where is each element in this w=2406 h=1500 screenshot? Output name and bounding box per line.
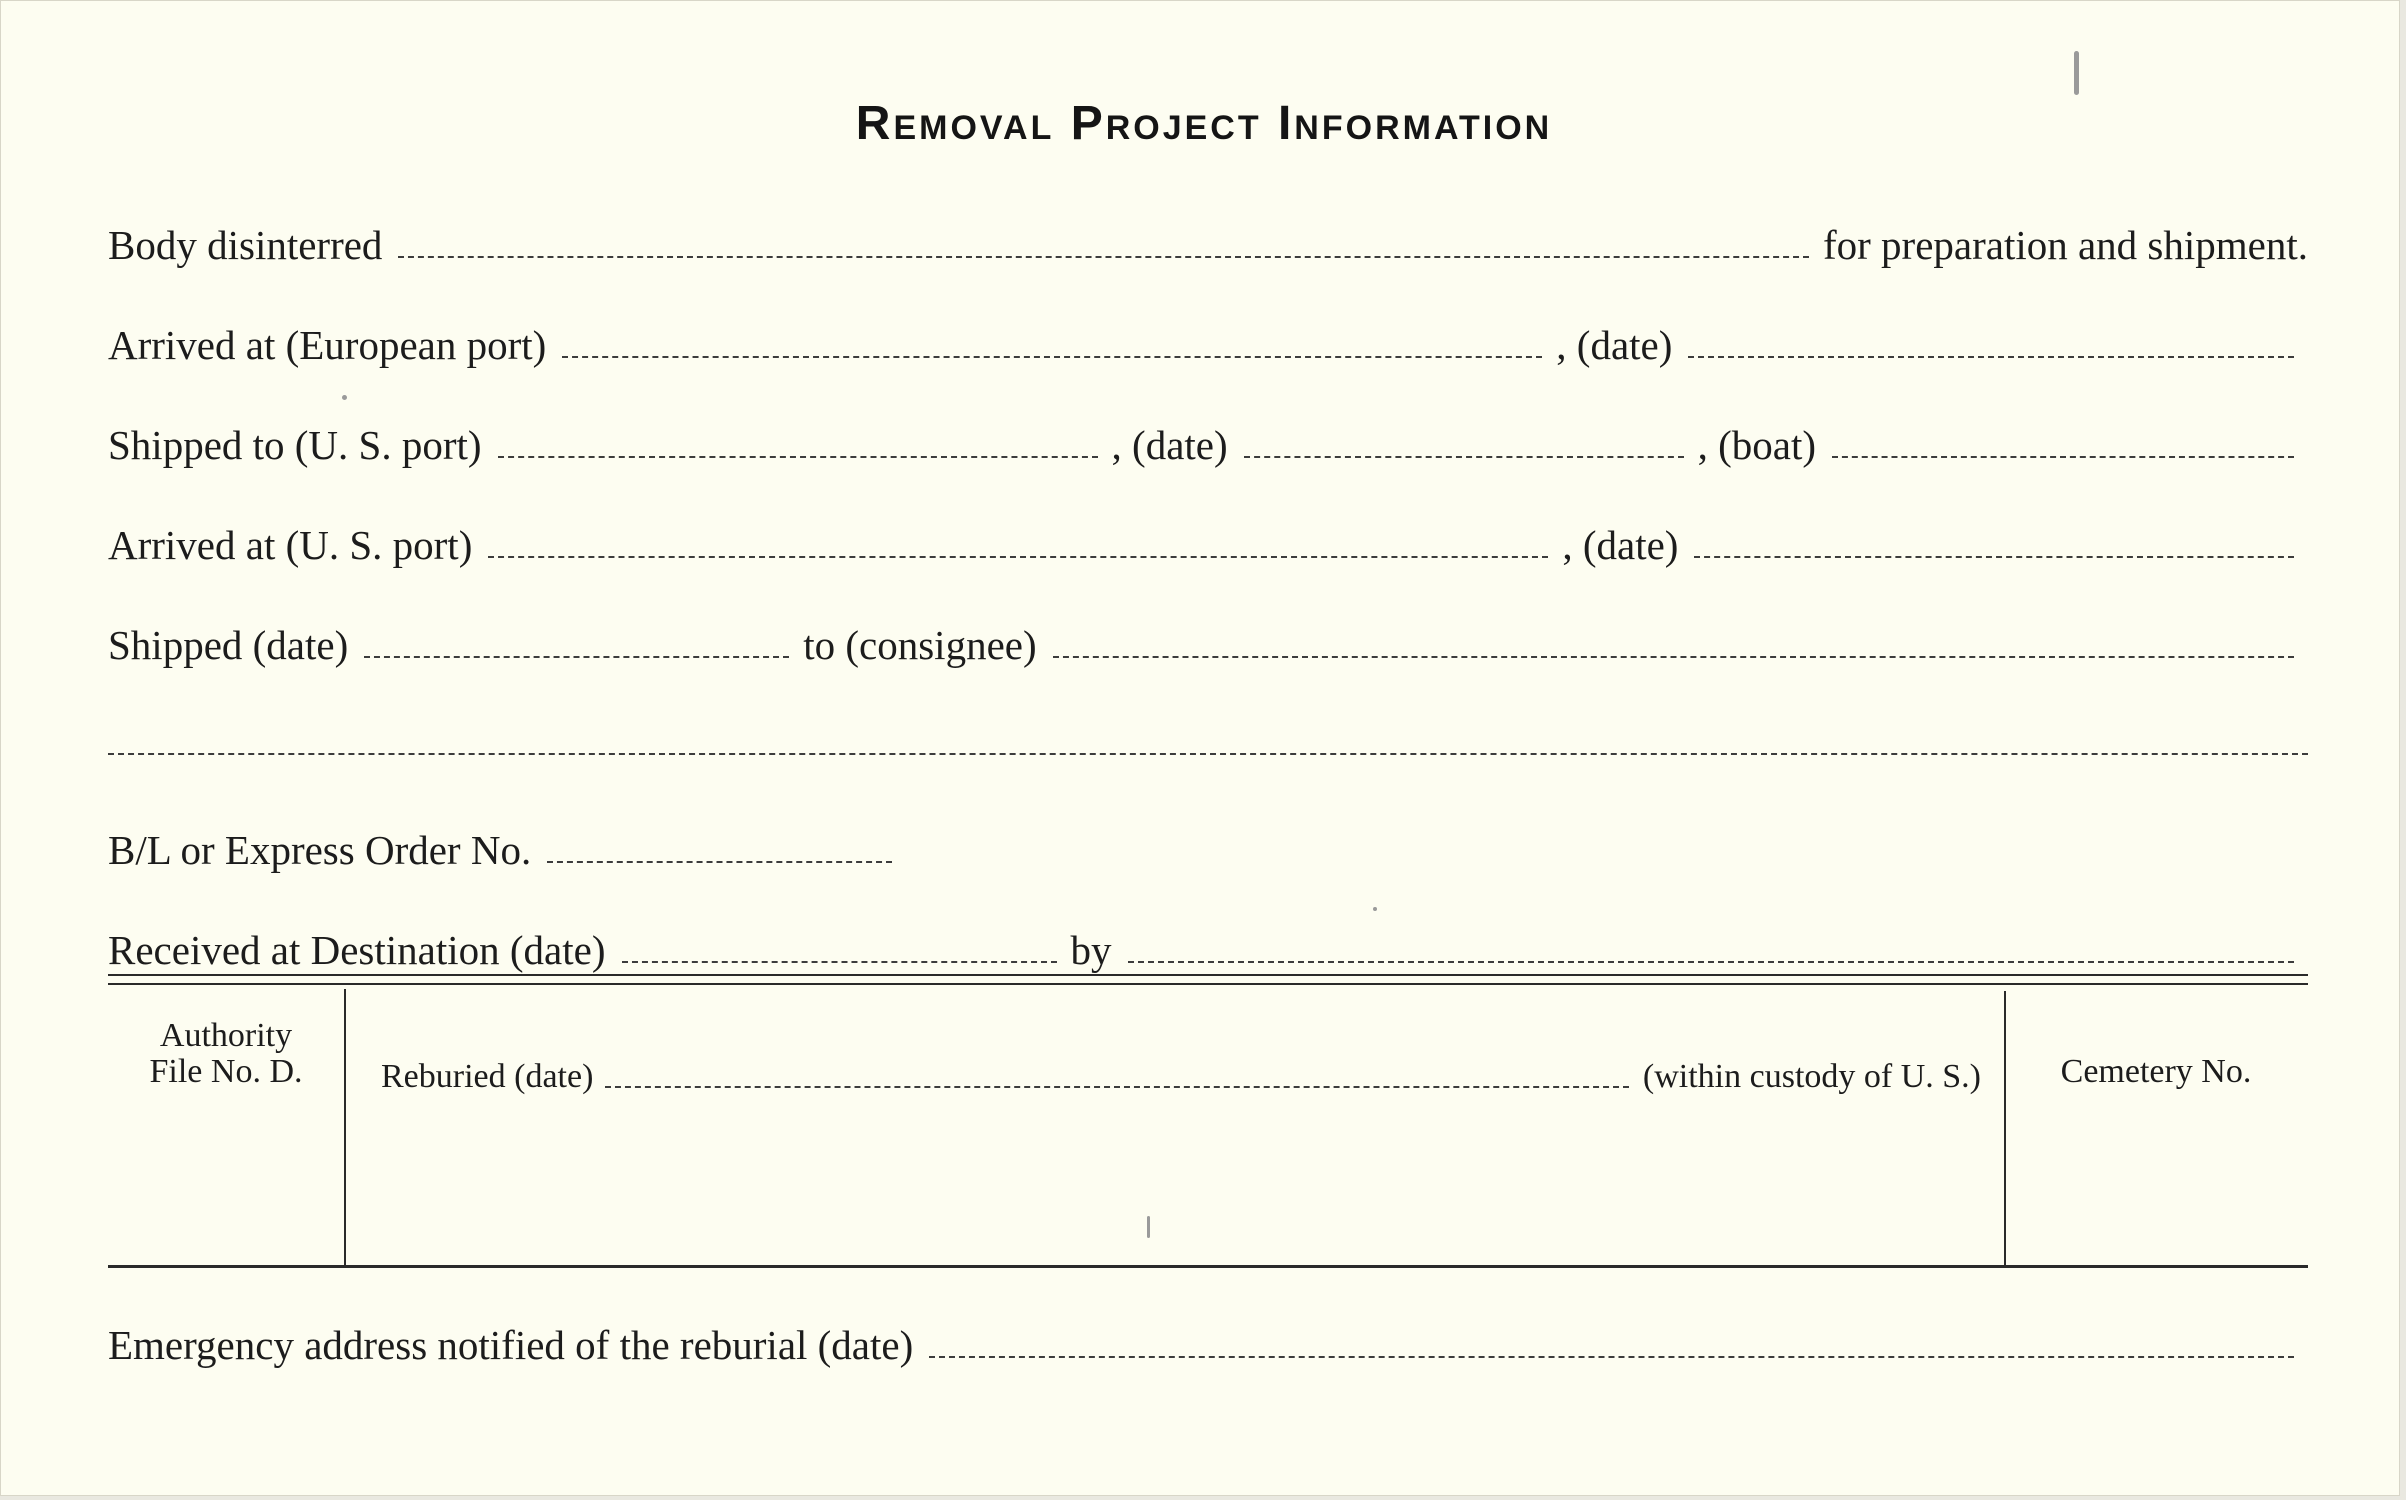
custody-label: (within custody of U. S.) xyxy=(1642,1058,1981,1095)
arrived-us-port-field[interactable] xyxy=(488,556,1548,558)
row-shipped-us xyxy=(108,406,2308,466)
paper-speck xyxy=(1147,1216,1150,1238)
emergency-label: Emergency address notified of the reburial (date) xyxy=(108,1322,914,1368)
consignee-continuation-line[interactable] xyxy=(108,753,2308,755)
consignee-label: to (consignee) xyxy=(803,622,1037,668)
arrived-us-date-field[interactable] xyxy=(1694,556,2294,558)
box-divider-right xyxy=(2004,991,2006,1267)
reburied-row xyxy=(381,1044,1981,1094)
emergency-date-field[interactable] xyxy=(929,1356,2294,1358)
european-date-label: , (date) xyxy=(1556,322,1673,368)
boat-field[interactable] xyxy=(1832,456,2294,458)
consignee-field[interactable] xyxy=(1053,656,2294,658)
shipped-field[interactable] xyxy=(364,656,789,658)
file-no-label: File No. D. xyxy=(149,1052,303,1090)
arrived-european-label: Arrived at (European port) xyxy=(108,322,547,368)
bl-order-field[interactable] xyxy=(547,861,892,863)
row-received xyxy=(108,911,2308,971)
paper-speck xyxy=(1373,907,1377,911)
row-emergency xyxy=(108,1306,2308,1366)
row-shipped xyxy=(108,606,2308,666)
box-bottom-rule xyxy=(108,1265,2308,1268)
reburied-date-field[interactable] xyxy=(605,1086,1629,1088)
received-by-field[interactable] xyxy=(1128,961,2295,963)
preparation-shipment-label: for preparation and shipment. xyxy=(1822,222,2308,268)
authority-cell xyxy=(108,1018,344,1089)
row-bl-order xyxy=(108,811,2308,871)
row-arrived-european xyxy=(108,306,2308,366)
row-body-disinterred xyxy=(108,206,2308,266)
boat-label: , (boat) xyxy=(1697,422,1817,468)
box-divider-left xyxy=(344,989,346,1265)
us-port-field[interactable] xyxy=(498,456,1098,458)
cemetery-label: Cemetery No. xyxy=(2060,1053,2252,1090)
shipped-date-field[interactable] xyxy=(1244,456,1684,458)
reburied-label: Reburied (date) xyxy=(381,1058,594,1095)
row-arrived-us xyxy=(108,506,2308,566)
arrived-us-date-label: , (date) xyxy=(1562,522,1679,568)
by-label: by xyxy=(1070,927,1112,973)
received-label: Received at Destination (date) xyxy=(108,927,606,973)
paper-mark xyxy=(2074,51,2079,95)
box-top-double-rule xyxy=(108,974,2308,985)
authority-label: Authority xyxy=(159,1017,293,1054)
bl-order-label: B/L or Express Order No. xyxy=(108,827,532,873)
shipped-us-label: Shipped to (U. S. port) xyxy=(108,422,482,468)
paper-speck xyxy=(342,395,347,400)
shipped-date-label: , (date) xyxy=(1111,422,1228,468)
body-disinterred-label: Body disinterred xyxy=(108,222,383,268)
form-title: Removal Project Information xyxy=(855,97,1553,150)
european-date-field[interactable] xyxy=(1688,356,2294,358)
arrived-us-label: Arrived at (U. S. port) xyxy=(108,522,473,568)
european-port-field[interactable] xyxy=(562,356,1542,358)
body-disinterred-field[interactable] xyxy=(398,256,1809,258)
shipped-label: Shipped (date) xyxy=(108,622,349,668)
received-date-field[interactable] xyxy=(622,961,1057,963)
